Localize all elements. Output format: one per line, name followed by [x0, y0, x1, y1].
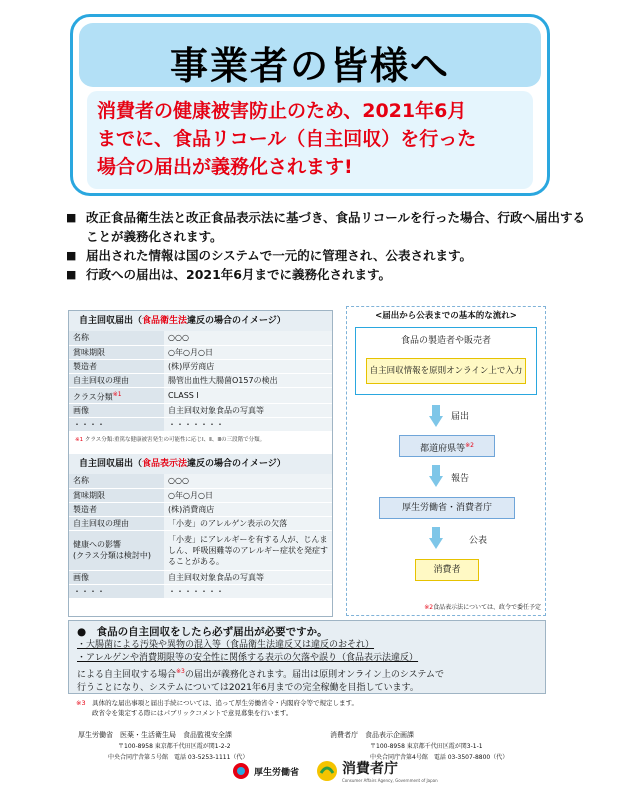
notice-title: ● 食品の自主回収をしたら必ず届出が必要ですか。 [77, 626, 328, 638]
subtitle-box [87, 91, 533, 189]
flow-heading: <届出から公表までの基本的な流れ> [375, 311, 517, 321]
table1-title: 自主回収届出（食品衛生法違反の場合のイメージ） [69, 311, 332, 331]
page-title: 事業者の皆様へ [169, 44, 450, 88]
mhlw-emblem-icon [232, 762, 250, 780]
table1 [69, 331, 332, 432]
flow-maker-label: 食品の製造者や販売者 [400, 336, 491, 346]
square-bullet-icon: ■ [66, 211, 77, 224]
key-point-text: 届出された情報は国のシステムで一元的に管理され、公表されます。 [86, 248, 473, 263]
flow-label-report: 報告 [451, 474, 470, 484]
mhlw-logo: 厚生労働省 [232, 762, 299, 780]
subtitle-line-3: 場合の届出が義務化されます! [97, 156, 353, 178]
arrow-down-icon [429, 465, 443, 487]
square-bullet-icon: ■ [66, 249, 77, 262]
flow-footnote: ※2食品表示法については、政令で委任予定 [424, 604, 541, 611]
flow-box-ministry: 厚生労働省・消費者庁 [379, 497, 515, 519]
table-row: 製造者 (株)消費商店 [69, 502, 332, 516]
arrow-down-icon [429, 527, 443, 549]
header-box [70, 14, 550, 196]
flow-label-publish: 公表 [469, 536, 488, 546]
flow-diagram [346, 306, 546, 616]
table-row: 健康への影響 (クラス分類は検討中) 「小麦」にアレルギーを有する人が、じんましん、呼吸困難等のアレルギー症状を発症することがある。 [69, 530, 332, 570]
notice-line: による自主回収する場合$^{※3}$の届出が義務化されます。届出は原則オンライン上のシステムで [77, 668, 444, 680]
key-point [66, 208, 586, 246]
caa-emblem-icon [316, 760, 338, 782]
caa-logo: 消費者庁 Consumer Affairs Agency, Government of Japan [316, 758, 438, 783]
key-point [66, 265, 586, 284]
table-row: 賞味期限 ○年○月○日 [69, 488, 332, 502]
table-row: 画像 自主回収対象食品の写真等 [69, 404, 332, 418]
key-point-text: 改正食品衛生法と改正食品表示法に基づき、食品リコールを行った場合、行政へ届出することが義務化されます。 [86, 210, 586, 244]
key-point-text: 行政への届出は、2021年6月までに義務化されます。 [86, 267, 391, 282]
table-row: 名称 ○○○ [69, 474, 332, 488]
notice-box [68, 620, 546, 694]
notice-line: 行うことになり、システムについては2021年6月までの完全稼働を目指しています。 [77, 683, 419, 693]
table2 [69, 474, 332, 599]
subtitle-line-2: までに、食品リコール（自主回収）を行った [97, 128, 477, 150]
table-row: 名称 ○○○ [69, 331, 332, 345]
flow-box-prefecture: 都道府県等$^{※2}$ [399, 435, 495, 457]
recall-report-examples [68, 310, 333, 617]
table-row: 画像 自主回収対象食品の写真等 [69, 570, 332, 584]
contact-caa: 消費者庁 食品表示企画課 〒100-8958 東京都千代田区霞が関3-1-1 中央合同庁舎第4号館 電話 03-3507-8800（代） [330, 731, 509, 761]
table-row: ・・・・ ・・・・・・・ [69, 584, 332, 598]
table-row: ・・・・ ・・・・・・・ [69, 418, 332, 432]
contact-mhlw: 厚生労働省 医薬・生活衛生局 食品監視安全課 〒100-8958 東京都千代田区霞が関1-2-2 中央合同庁舎第５号館 電話 03-5253-1111（代） [78, 731, 249, 761]
table2-title: 自主回収届出（食品表示法違反の場合のイメージ） [69, 454, 332, 474]
flow-label-submit: 届出 [451, 412, 470, 422]
table-row: 製造者 (株)厚労商店 [69, 359, 332, 373]
key-point [66, 246, 586, 265]
subtitle-line-1: 消費者の健康被害防止のため、2021年6月 [97, 100, 467, 122]
table-row: 賞味期限 ○年○月○日 [69, 345, 332, 359]
table-row: 自主回収の理由 腸管出血性大腸菌O157の検出 [69, 373, 332, 387]
notice-line: ・アレルゲンや消費期限等の安全性に関係する表示の欠落や誤り（食品表示法違反） [77, 653, 419, 663]
footnote-3: ※3 具体的な届出事項と届出手続については、追って厚生労働省令・内閣府令等で規定します。 政省令を策定する際にはパブリックコメントで意見募集を行います。 [76, 699, 358, 717]
notice-line: ・大腸菌による汚染や異物の混入等（食品衛生法違反又は違反のおそれ） [77, 640, 375, 650]
key-points [66, 208, 586, 284]
flow-box-consumer: 消費者 [415, 559, 479, 581]
square-bullet-icon: ■ [66, 268, 77, 281]
flow-box-input: 自主回収情報を原則オンライン上で入力 [366, 358, 526, 384]
flow-box-maker [355, 327, 537, 395]
table1-footnote: ※1 クラス分類:重篤な健康被害発生の可能性に応じⅠ、Ⅱ、Ⅲの三段階で分類。 [75, 437, 266, 444]
table-row: 自主回収の理由 「小麦」のアレルゲン表示の欠落 [69, 516, 332, 530]
arrow-down-icon [429, 405, 443, 427]
table-row: クラス分類$^{※1}$ CLASS Ⅰ [69, 387, 332, 404]
